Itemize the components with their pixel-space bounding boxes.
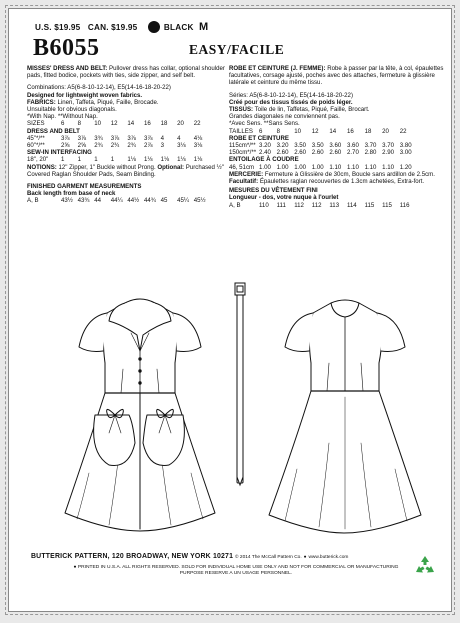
metrage-cell: 2.60 [294, 149, 307, 157]
rights-text: PRINTED IN U.S.A. ALL RIGHTS RESERVED. SOLD FOR INDIVIDUAL HOME USE ONLY AND NOT FOR COMMERCIAL OR MANUFACTURING [77, 565, 399, 570]
price-can: CAN. $19.95 [87, 23, 138, 32]
entoilage-cell: 1.10 [346, 163, 359, 171]
size-cell: 12 [110, 120, 118, 128]
french-title: ROBE ET CEINTURE (J. FEMME): [229, 65, 326, 72]
notions-label: NOTIONS: [27, 163, 57, 171]
yardage-cell: 2¾ [110, 142, 120, 150]
back-length-row-label: A, B [27, 197, 39, 205]
interfacing-cell: 1 [77, 156, 81, 164]
facultatif-text: Épaulettes raglan recouvertes de 1.3cm achetées, Extra-fort. [259, 178, 425, 186]
taille-cell: 8 [276, 127, 280, 135]
english-nap-note: *With Nap. **Without Nap. [27, 113, 98, 121]
yardage-cell: 2⅝ [61, 142, 70, 150]
english-column [27, 65, 231, 205]
french-description: Robe à passer par la tête, à col, épaulettes facultatives, corsage ajusté, poches avec des attaches, fermeture à glissière latérale et ceinture du même tissu. [229, 65, 444, 87]
french-nap-note: *Avec Sens. **Sans Sens. [229, 120, 300, 128]
yardage-label: 60"*/** [27, 142, 45, 150]
entoilage-label: ENTOILAGE À COUDRE [229, 156, 299, 164]
longueur-cell: 115 [382, 201, 392, 209]
size-cell: 18 [160, 120, 168, 128]
yardage-cell: 3¾ [94, 134, 103, 142]
yardage-cell: 3⅞ [110, 134, 120, 142]
entoilage-row-label: 46, 51cm [229, 163, 255, 171]
yardage-cell: 3⅞ [77, 134, 87, 142]
taille-cell: 16 [346, 127, 354, 135]
metrage-cell: 3.50 [294, 142, 307, 150]
optional-text: Purchased ½" Covered Raglan Shoulder Pads, Seam Binding. [27, 163, 224, 178]
taille-cell: 18 [364, 127, 372, 135]
entoilage-row [229, 164, 444, 171]
mercerie-label: MERCERIE: [229, 170, 264, 178]
bullet-icon: ● [303, 555, 307, 560]
interfacing-label: SEW-IN INTERFACING [27, 149, 92, 157]
entoilage-cell: 1.10 [382, 163, 395, 171]
metrage-label: 150cm*/** [229, 149, 257, 157]
longueur-cell: 112 [294, 201, 304, 209]
dress-belt-label: DRESS AND BELT [27, 127, 80, 135]
yardage-cell: 3 [160, 142, 164, 150]
entoilage-cell: 1.00 [294, 163, 307, 171]
entoilage-cell: 1.10 [364, 163, 377, 171]
back-length-cell: 43¾ [77, 197, 90, 205]
measurements-title: FINISHED GARMENT MEASUREMENTS [27, 183, 142, 191]
sizes-row [27, 120, 231, 127]
back-length-cell: 44 [94, 197, 101, 205]
taille-cell: 22 [399, 127, 407, 135]
french-designed-for: Créé pour des tissus tissés de poids léger. [229, 98, 353, 106]
english-title: MISSES' DRESS AND BELT: [27, 65, 108, 72]
yardage-cell: 3⅛ [193, 142, 203, 150]
size-cell: 22 [193, 120, 201, 128]
yardage-cell: 3⅞ [143, 134, 153, 142]
tissus-label: TISSUS: [229, 106, 254, 114]
french-tissus-line [229, 106, 444, 113]
french-series: Séries: A5(6-8-10-12-14), E5(14-16-18-20-22) [229, 91, 353, 99]
english-unsuitable: Unsuitable for obvious diagonals. [27, 106, 117, 114]
interfacing-cell: 1⅛ [177, 156, 186, 164]
metrage-cell: 3.20 [276, 142, 289, 150]
taille-cell: 20 [382, 127, 389, 135]
metrage-row [229, 149, 444, 156]
back-length-cell: 43½ [61, 197, 73, 205]
metrage-cell: 2.60 [329, 149, 342, 157]
metrage-cell: 2.80 [364, 149, 377, 157]
metrage-cell: 3.00 [399, 149, 412, 157]
tissus-text: Toile de lin, Taffetas, Piqué, Faille, Brocart. [254, 106, 370, 114]
longueur-cell: 110 [259, 201, 269, 209]
interfacing-cell: 1⅛ [160, 156, 170, 164]
price-us: U.S. $19.95 [35, 23, 81, 32]
yardage-cell: 2¾ [94, 142, 103, 150]
yardage-label: 45"*/** [27, 134, 45, 142]
recycle-icon [413, 554, 437, 578]
interfacing-cell: 1 [94, 156, 98, 164]
footer-address-line [31, 553, 348, 560]
dress-front-illustration [49, 273, 227, 543]
interfacing-cell: 1⅛ [193, 156, 203, 164]
website-text: www.butterick.com [308, 555, 349, 560]
robe-label: ROBE ET CEINTURE [229, 134, 289, 142]
back-length-row [27, 197, 231, 204]
yardage-cell: 2⅝ [77, 142, 87, 150]
yardage-cell: 3⅞ [61, 134, 70, 142]
metrage-cell: 3.70 [382, 142, 395, 150]
longueur-cell: 111 [276, 201, 286, 209]
interfacing-row [27, 156, 231, 163]
longueur-label: Longueur - dos, votre nuque à l'ourlet [229, 194, 339, 202]
metrage-cell: 2.40 [259, 149, 271, 157]
size-cell: 20 [177, 120, 184, 128]
pattern-number: B6055 [33, 35, 100, 61]
fabrics-label: FABRICS: [27, 98, 56, 106]
footer-rights [31, 565, 441, 577]
bullet-icon: ● [73, 565, 77, 570]
pattern-envelope-back [8, 8, 452, 612]
metrage-row [229, 142, 444, 149]
entoilage-cell: 1.00 [276, 163, 289, 171]
mercerie-block [229, 171, 444, 185]
back-length-cell: 45½ [193, 197, 206, 205]
yardage-row [27, 135, 231, 142]
metrage-cell: 3.70 [364, 142, 377, 150]
optional-label: Optional: [157, 163, 185, 171]
french-description-block [229, 65, 444, 87]
size-cell: 14 [127, 120, 135, 128]
longueur-cell: 114 [346, 201, 357, 209]
english-description: Pullover dress has collar, optional shoulder pads, fitted bodice, pockets with ties, side zipper, and self belt. [27, 65, 225, 80]
french-column [229, 65, 444, 209]
back-length-cell: 44½ [127, 197, 140, 205]
rights-text-fr: PURPOSE RESERVE A UN USAGE PERSONNEL. [179, 571, 293, 577]
back-length-cell: 44¼ [110, 197, 123, 205]
yardage-cell: 4 [160, 134, 164, 142]
publisher-address: BUTTERICK PATTERN, 120 BROADWAY, NEW YORK 10271 [31, 553, 234, 560]
yardage-cell: 3⅞ [127, 134, 136, 142]
metrage-cell: 2.70 [346, 149, 359, 157]
mercerie-text: Fermeture à Glissière de 30cm, Boucle sans ardillon de 2.5cm. [264, 170, 435, 178]
copyright-text: © 2014 The McCall Pattern Co. [235, 555, 302, 560]
back-length-cell: 45¼ [177, 197, 190, 205]
size-cell: 6 [61, 120, 65, 128]
color-name: BLACK [163, 23, 194, 32]
entoilage-cell: 1.00 [311, 163, 324, 171]
size-cell: 8 [77, 120, 81, 128]
interfacing-cell: 1 [110, 156, 115, 164]
english-fabrics-line [27, 99, 231, 106]
facultatif-label: Facultatif: [229, 178, 259, 186]
back-length-cell: 45 [160, 197, 168, 205]
longueur-cell: 116 [399, 201, 410, 209]
longueur-cell: 112 [311, 201, 322, 209]
yardage-cell: 3⅛ [177, 142, 186, 150]
english-combinations: Combinations: A5(6-8-10-12-14), E5(14-16-18-20-22) [27, 84, 171, 92]
dress-back-illustration [255, 273, 433, 543]
entoilage-cell: 1.20 [399, 163, 412, 171]
yardage-cell: 2⅞ [143, 142, 153, 150]
size-letter: M [199, 21, 209, 33]
longueur-cell: 115 [364, 201, 375, 209]
taille-cell: 10 [294, 127, 301, 135]
yardage-cell: 4⅛ [193, 134, 203, 142]
interfacing-cell: 1⅛ [127, 156, 136, 164]
metrage-cell: 2.60 [276, 149, 289, 157]
metrage-cell: 3.60 [346, 142, 359, 150]
tailles-label: TAILLES [229, 127, 253, 135]
longueur-cell: 113 [329, 201, 340, 209]
yardage-row [27, 142, 231, 149]
taille-cell: 14 [329, 127, 337, 135]
metrage-cell: 2.90 [382, 149, 395, 157]
french-unsuitable: Grandes diagonales ne conviennent pas. [229, 113, 340, 121]
back-length-label: Back length from base of neck [27, 190, 116, 198]
english-description-block [27, 65, 231, 79]
metrage-cell: 2.60 [311, 149, 324, 157]
longueur-row-label: A, B [229, 201, 241, 209]
metrage-cell: 3.60 [329, 142, 342, 150]
taille-cell: 12 [311, 127, 319, 135]
entoilage-cell: 1.00 [259, 163, 271, 171]
difficulty-label: EASY/FACILE [189, 42, 285, 57]
size-cell: 16 [143, 120, 151, 128]
taille-cell: 6 [259, 127, 263, 135]
yardage-cell: 4 [177, 134, 181, 142]
price-line [35, 21, 208, 33]
english-designed-for: Designed for lightweight woven fabrics. [27, 91, 143, 99]
back-length-cell: 44¾ [143, 197, 156, 205]
metrage-cell: 3.20 [259, 142, 271, 150]
metrage-cell: 3.50 [311, 142, 324, 150]
belt-illustration [233, 279, 247, 489]
interfacing-row-label: 18", 20" [27, 156, 49, 164]
french-measurements-title: MESURES DU VÊTEMENT FINI [229, 187, 318, 195]
sizes-label: SIZES [27, 120, 45, 128]
interfacing-cell: 1 [61, 156, 65, 164]
entoilage-cell: 1.10 [329, 163, 342, 171]
yardage-cell: 2¾ [127, 142, 136, 150]
interfacing-cell: 1⅛ [143, 156, 153, 164]
metrage-cell: 3.80 [399, 142, 412, 150]
black-dot-icon [148, 21, 160, 33]
notions-block [27, 164, 231, 178]
longueur-row [229, 202, 444, 209]
fabrics-text: Linen, Taffeta, Piqué, Faille, Brocade. [57, 98, 159, 106]
tailles-row [229, 128, 444, 135]
size-cell: 10 [94, 120, 101, 128]
metrage-label: 115cm*/** [229, 142, 256, 150]
notions-text: 12" Zipper, 1" Buckle without Prong. [58, 163, 156, 171]
